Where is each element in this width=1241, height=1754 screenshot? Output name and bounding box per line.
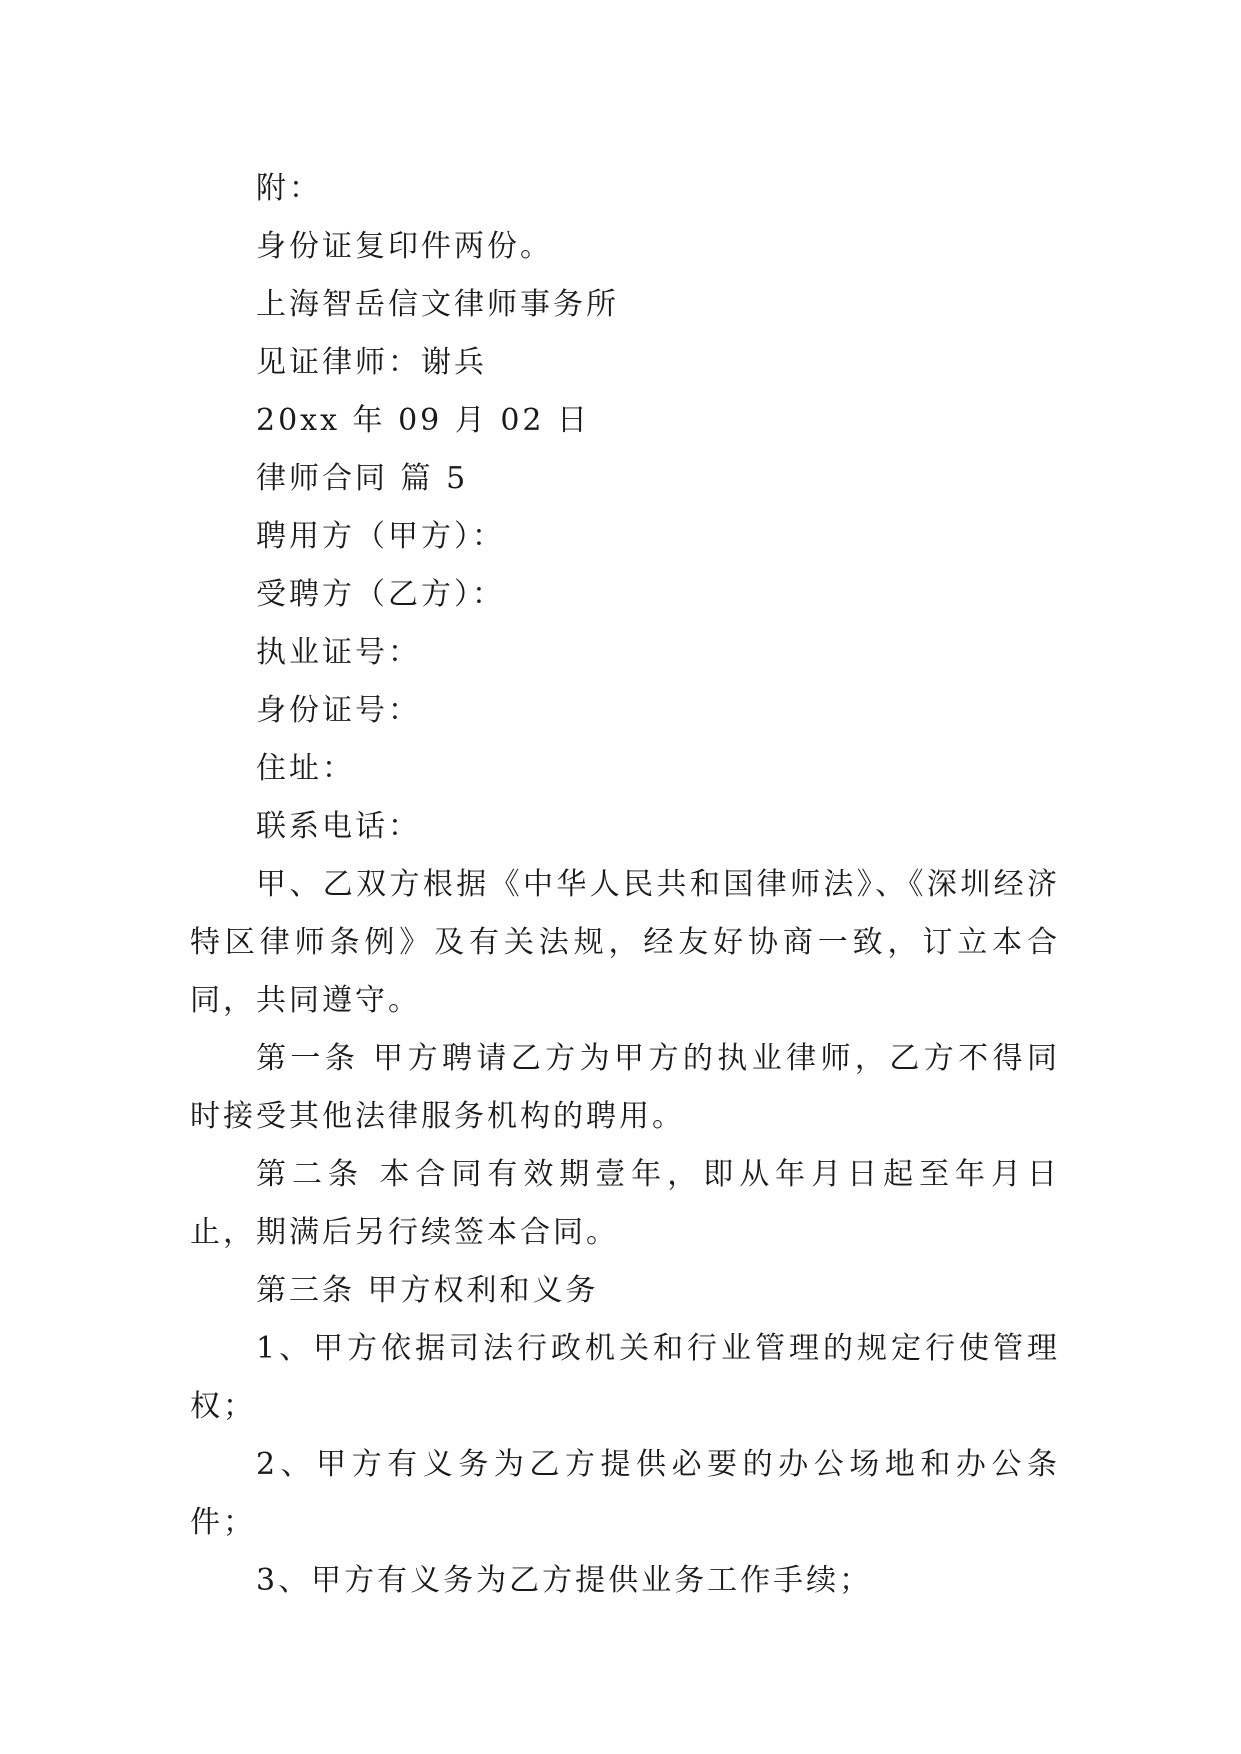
attachment-heading: 附：: [256, 171, 322, 206]
article-2-paragraph: 第二条 本合同有效期壹年，即从年月日起至年月日止，期满后另行续签本合同。: [190, 1157, 1060, 1250]
section-title: 律师合同 篇 5: [256, 461, 469, 496]
party-b-field: 受聘方（乙方）：: [256, 577, 505, 612]
document-date: 20xx 年 09 月 02 日: [256, 403, 591, 438]
id-number-field: 身份证号：: [256, 693, 421, 728]
article-3-heading: 第三条 甲方权利和义务: [256, 1273, 599, 1308]
article-3-item-1: 1、甲方依据司法行政机关和行业管理的规定行使管理权；: [190, 1331, 1060, 1424]
license-number-field: 执业证号：: [256, 635, 421, 670]
law-firm-name: 上海智岳信文律师事务所: [256, 287, 619, 322]
attachment-item: 身份证复印件两份。: [256, 229, 553, 264]
phone-field: 联系电话：: [256, 809, 421, 844]
preamble-paragraph: 甲、乙双方根据《中华人民共和国律师法》、《深圳经济特区律师条例》及有关法规，经友好协商一致，订立本合同，共同遵守。: [190, 867, 1060, 1018]
document-body: [190, 160, 1060, 1610]
address-field: 住址：: [256, 751, 355, 786]
witness-lawyer: 见证律师：谢兵: [256, 345, 487, 380]
article-1-paragraph: 第一条 甲方聘请乙方为甲方的执业律师，乙方不得同时接受其他法律服务机构的聘用。: [190, 1041, 1060, 1134]
party-a-field: 聘用方（甲方）：: [256, 519, 505, 554]
article-3-item-2: 2、甲方有义务为乙方提供必要的办公场地和办公条件；: [190, 1447, 1060, 1540]
article-3-item-3: 3、甲方有义务为乙方提供业务工作手续；: [256, 1563, 873, 1598]
